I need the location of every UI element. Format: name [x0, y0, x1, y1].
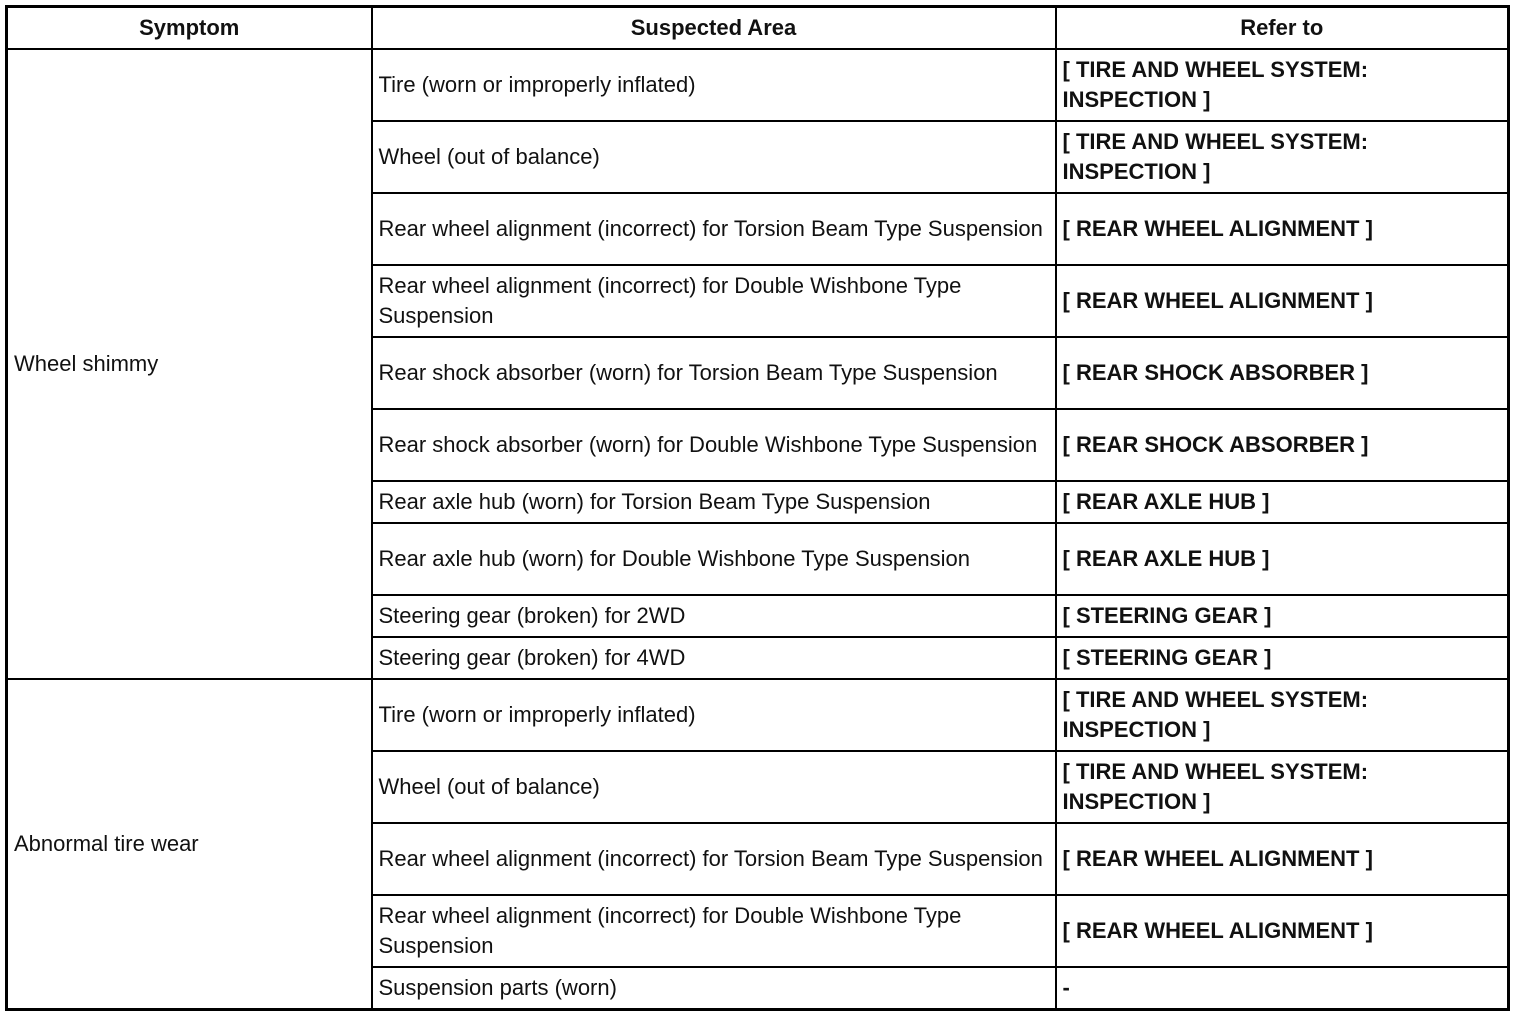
refer-to-link[interactable]: [ STEERING GEAR ] [1056, 595, 1509, 637]
symptom-cell: Wheel shimmy [7, 49, 372, 679]
suspected-area-cell: Rear wheel alignment (incorrect) for Torsion Beam Type Suspension [372, 823, 1056, 895]
refer-to-link[interactable]: [ REAR SHOCK ABSORBER ] [1056, 409, 1509, 481]
suspected-area-cell: Wheel (out of balance) [372, 121, 1056, 193]
refer-to-link[interactable]: [ REAR WHEEL ALIGNMENT ] [1056, 265, 1509, 337]
refer-to-link[interactable]: [ REAR AXLE HUB ] [1056, 523, 1509, 595]
suspected-area-cell: Rear axle hub (worn) for Torsion Beam Type Suspension [372, 481, 1056, 523]
refer-to-link[interactable]: [ TIRE AND WHEEL SYSTEM: INSPECTION ] [1056, 679, 1509, 751]
header-refer-to: Refer to [1056, 7, 1509, 50]
suspected-area-cell: Tire (worn or improperly inflated) [372, 49, 1056, 121]
suspected-area-cell: Steering gear (broken) for 4WD [372, 637, 1056, 679]
diagnosis-table [5, 5, 1510, 1011]
refer-to-link[interactable]: [ REAR AXLE HUB ] [1056, 481, 1509, 523]
refer-to-link[interactable]: [ REAR WHEEL ALIGNMENT ] [1056, 193, 1509, 265]
refer-to-link[interactable]: [ STEERING GEAR ] [1056, 637, 1509, 679]
refer-to-link[interactable]: [ REAR WHEEL ALIGNMENT ] [1056, 823, 1509, 895]
table-row [7, 679, 1509, 751]
header-row [7, 7, 1509, 50]
suspected-area-cell: Steering gear (broken) for 2WD [372, 595, 1056, 637]
refer-to-link[interactable]: [ REAR WHEEL ALIGNMENT ] [1056, 895, 1509, 967]
table-row [7, 49, 1509, 121]
suspected-area-cell: Suspension parts (worn) [372, 967, 1056, 1010]
suspected-area-cell: Rear wheel alignment (incorrect) for Torsion Beam Type Suspension [372, 193, 1056, 265]
refer-to-link[interactable]: [ TIRE AND WHEEL SYSTEM: INSPECTION ] [1056, 121, 1509, 193]
suspected-area-cell: Tire (worn or improperly inflated) [372, 679, 1056, 751]
suspected-area-cell: Rear shock absorber (worn) for Torsion Beam Type Suspension [372, 337, 1056, 409]
suspected-area-cell: Rear axle hub (worn) for Double Wishbone Type Suspension [372, 523, 1056, 595]
suspected-area-cell: Rear wheel alignment (incorrect) for Double Wishbone Type Suspension [372, 895, 1056, 967]
header-suspected-area: Suspected Area [372, 7, 1056, 50]
refer-to-cell: - [1056, 967, 1509, 1010]
header-symptom: Symptom [7, 7, 372, 50]
refer-to-link[interactable]: [ TIRE AND WHEEL SYSTEM: INSPECTION ] [1056, 751, 1509, 823]
refer-to-link[interactable]: [ REAR SHOCK ABSORBER ] [1056, 337, 1509, 409]
suspected-area-cell: Rear shock absorber (worn) for Double Wishbone Type Suspension [372, 409, 1056, 481]
suspected-area-cell: Rear wheel alignment (incorrect) for Double Wishbone Type Suspension [372, 265, 1056, 337]
symptom-cell: Abnormal tire wear [7, 679, 372, 1010]
suspected-area-cell: Wheel (out of balance) [372, 751, 1056, 823]
refer-to-link[interactable]: [ TIRE AND WHEEL SYSTEM: INSPECTION ] [1056, 49, 1509, 121]
